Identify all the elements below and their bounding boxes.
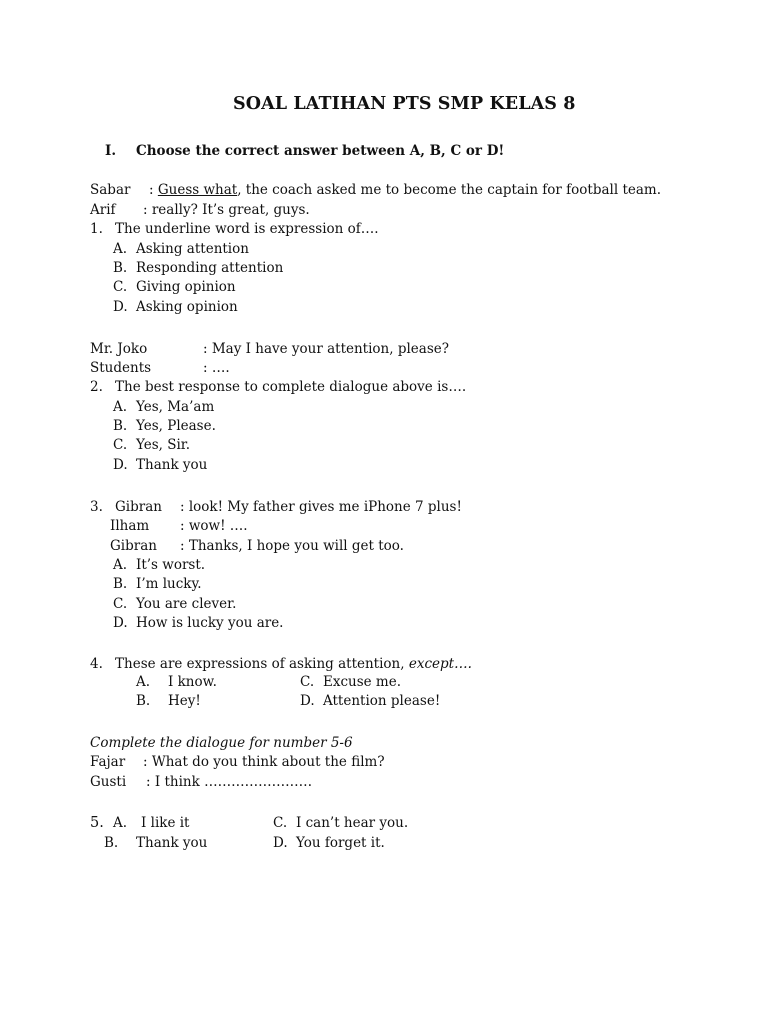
q2-option-a-letter: A.: [113, 399, 128, 415]
q1-line-rest: , the coach asked me to become the captain for football team.: [237, 182, 662, 198]
q4-option-b-letter: B.: [136, 693, 151, 709]
q4-option-d-letter: D.: [300, 693, 315, 709]
q5-number: 5.: [90, 815, 104, 831]
q2-option-b-letter: B.: [113, 418, 128, 434]
q2-option-d: Thank you: [136, 457, 208, 473]
q3-line-ilham: : wow! ….: [180, 518, 248, 534]
q1-option-d-letter: D.: [113, 299, 128, 315]
q2-option-b: Yes, Please.: [136, 418, 216, 434]
q56-speaker-gusti: Gusti: [90, 774, 127, 790]
q1-speaker-sabar: Sabar: [90, 182, 131, 198]
q5-option-a: I like it: [141, 815, 190, 831]
section-instruction: Choose the correct answer between A, B, C or D!: [136, 143, 505, 159]
q1-option-c: Giving opinion: [136, 279, 236, 295]
q1-line-sabar: [149, 181, 661, 199]
q5-option-b-letter: B.: [104, 835, 119, 851]
q3-number: 3.: [90, 499, 103, 515]
q4-option-c: Excuse me.: [323, 674, 402, 690]
q3-line-gibran: : look! My father gives me iPhone 7 plus!: [180, 499, 462, 515]
q1-option-d: Asking opinion: [136, 299, 238, 315]
section-numeral: I.: [105, 143, 117, 159]
q56-line-gusti: : I think ……………………: [146, 774, 313, 790]
q5-option-d: You forget it.: [296, 835, 385, 851]
q3-option-b-letter: B.: [113, 576, 128, 592]
q2-number: 2.: [90, 379, 103, 395]
q4-question: [115, 655, 472, 673]
q5-option-a-letter: A.: [113, 815, 128, 831]
q1-option-c-letter: C.: [113, 279, 128, 295]
q1-number: 1.: [90, 221, 103, 237]
q1-underlined-phrase: Guess what: [157, 182, 238, 198]
q1-option-b: Responding attention: [136, 260, 284, 276]
q3-speaker-gibran: Gibran: [115, 499, 162, 515]
q56-speaker-fajar: Fajar: [90, 754, 126, 770]
q1-option-b-letter: B.: [113, 260, 128, 276]
q3-option-c: You are clever.: [136, 596, 237, 612]
q2-speaker-students: Students: [90, 360, 152, 376]
q3-option-d-letter: D.: [113, 615, 128, 631]
q4-option-a-letter: A.: [136, 674, 151, 690]
q3-option-d: How is lucky you are.: [136, 615, 284, 631]
q2-option-d-letter: D.: [113, 457, 128, 473]
q4-option-a: I know.: [168, 674, 217, 690]
q2-question: The best response to complete dialogue above is….: [115, 379, 467, 395]
q3-option-a-letter: A.: [113, 557, 128, 573]
q1-colon: :: [149, 182, 154, 198]
q56-instruction: Complete the dialogue for number 5-6: [90, 735, 353, 751]
q2-option-a: Yes, Ma’am: [136, 399, 215, 415]
q2-line-mr-joko: : May I have your attention, please?: [203, 341, 449, 357]
q2-speaker-mr-joko: Mr. Joko: [90, 341, 148, 357]
q56-line-fajar: : What do you think about the film?: [143, 754, 385, 770]
q4-number: 4.: [90, 656, 103, 672]
q4-option-b: Hey!: [168, 693, 201, 709]
q4-option-d: Attention please!: [323, 693, 441, 709]
page-title: SOAL LATIHAN PTS SMP KELAS 8: [233, 94, 576, 114]
q1-line-arif: : really? It’s great, guys.: [143, 202, 310, 218]
q2-option-c: Yes, Sir.: [136, 437, 191, 453]
q1-speaker-arif: Arif: [90, 202, 116, 218]
q5-option-c: I can’t hear you.: [296, 815, 409, 831]
q2-option-c-letter: C.: [113, 437, 128, 453]
q3-option-c-letter: C.: [113, 596, 128, 612]
q3-speaker-gibran-2: Gibran: [110, 538, 157, 554]
q1-option-a: Asking attention: [136, 241, 249, 257]
q3-speaker-ilham: Ilham: [110, 518, 150, 534]
q5-option-d-letter: D.: [273, 835, 288, 851]
q1-question: The underline word is expression of….: [115, 221, 379, 237]
q2-line-students: : ….: [203, 360, 230, 376]
q1-option-a-letter: A.: [113, 241, 128, 257]
q3-line-gibran-2: : Thanks, I hope you will get too.: [180, 538, 404, 554]
q3-option-a: It’s worst.: [136, 557, 206, 573]
q5-option-c-letter: C.: [273, 815, 288, 831]
q4-question-emphasis: except….: [408, 656, 472, 672]
q5-option-b: Thank you: [136, 835, 208, 851]
q4-option-c-letter: C.: [300, 674, 315, 690]
q4-question-text: These are expressions of asking attention,: [115, 656, 409, 672]
q3-option-b: I’m lucky.: [136, 576, 202, 592]
